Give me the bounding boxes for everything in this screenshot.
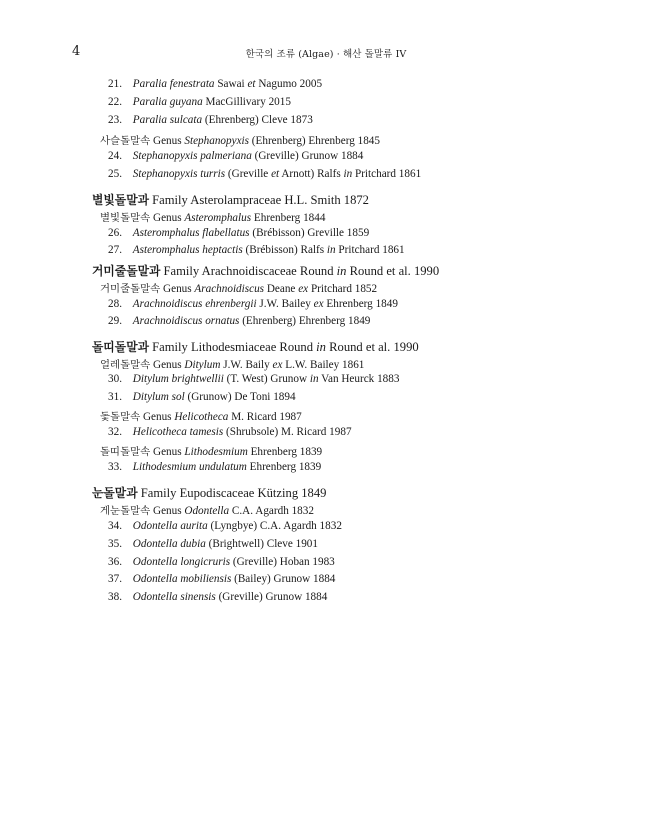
entry-number: 26. bbox=[108, 227, 122, 239]
authority: (Greville bbox=[225, 168, 272, 180]
authority: Ehrenberg 1844 bbox=[251, 212, 326, 224]
taxon-name-italic: Paralia sulcata bbox=[132, 114, 203, 126]
taxon-name-italic: Lithodesmium bbox=[184, 446, 248, 458]
authority: Sawai bbox=[214, 78, 248, 90]
authority: (Ehrenberg) Ehrenberg 1845 bbox=[249, 135, 380, 147]
species-entry bbox=[108, 298, 398, 310]
authority: (Shrubsole) M. Ricard 1987 bbox=[223, 426, 352, 438]
authority: Ehrenberg 1849 bbox=[323, 298, 398, 310]
taxon-name-italic: Paralia fenestrata bbox=[132, 78, 215, 90]
taxon-name-italic: Stephanopyxis palmeriana bbox=[132, 150, 252, 162]
authority: Arnott) Ralfs bbox=[279, 168, 344, 180]
authority: (Ehrenberg) Cleve 1873 bbox=[202, 114, 313, 126]
species-entry bbox=[108, 461, 321, 473]
authority: Deane bbox=[264, 283, 299, 295]
authority: (Lyngbye) C.A. Agardh 1832 bbox=[207, 520, 342, 532]
entry-number: 34. bbox=[108, 520, 122, 532]
korean-name: 게눈돌말속 bbox=[100, 505, 151, 517]
entry-number: 29. bbox=[108, 315, 122, 327]
authority: (Greville) Hoban 1983 bbox=[230, 556, 335, 568]
entry-number: 33. bbox=[108, 461, 122, 473]
italic-connector: ex bbox=[272, 359, 283, 371]
authority: L.W. Bailey 1861 bbox=[282, 359, 365, 371]
taxon-name-italic: Odontella sinensis bbox=[132, 591, 216, 603]
korean-name: 별빛돌말과 bbox=[92, 193, 149, 207]
authority: (Greville) Grunow 1884 bbox=[215, 591, 328, 603]
genus-entry bbox=[100, 356, 364, 371]
taxon-name-italic: Ditylum brightwellii bbox=[132, 373, 224, 385]
authority: Van Heurck 1883 bbox=[318, 373, 400, 385]
authority: (Brébisson) Greville 1859 bbox=[249, 227, 370, 239]
species-entry bbox=[108, 315, 370, 327]
korean-name: 돛돌말속 bbox=[100, 411, 141, 423]
authority: (Ehrenberg) Ehrenberg 1849 bbox=[239, 315, 371, 327]
authority: Nagumo 2005 bbox=[255, 78, 323, 90]
genus-entry bbox=[100, 209, 325, 224]
genus-entry bbox=[100, 132, 380, 147]
korean-name: 얼레돌말속 bbox=[100, 359, 151, 371]
species-entry bbox=[108, 426, 352, 438]
authority: (Brébisson) Ralfs bbox=[242, 244, 327, 256]
species-entry bbox=[108, 538, 318, 550]
entry-number: 36. bbox=[108, 556, 122, 568]
taxon-name-italic: Odontella mobiliensis bbox=[132, 573, 232, 585]
rank-label: Family Lithodesmiaceae Round bbox=[148, 340, 317, 354]
rank-label: Genus bbox=[150, 212, 185, 224]
authority: (Greville) Grunow 1884 bbox=[251, 150, 364, 162]
rank-label: Family Asterolampraceae H.L. Smith 1872 bbox=[148, 193, 369, 207]
authority: Pritchard 1861 bbox=[352, 168, 422, 180]
entry-number: 30. bbox=[108, 373, 122, 385]
authority: Pritchard 1852 bbox=[308, 283, 378, 295]
species-entry bbox=[108, 520, 342, 532]
italic-connector: ex bbox=[298, 283, 309, 295]
taxon-name-italic: Ditylum sol bbox=[132, 391, 185, 403]
family-entry bbox=[92, 338, 419, 355]
species-entry bbox=[108, 96, 291, 108]
authority: (Grunow) De Toni 1894 bbox=[184, 391, 296, 403]
taxon-name-italic: Asteromphalus bbox=[184, 212, 252, 224]
authority: (Bailey) Grunow 1884 bbox=[231, 573, 336, 585]
rank-label: Family Arachnoidiscaceae Round bbox=[160, 264, 337, 278]
authority: MacGillivary 2015 bbox=[202, 96, 291, 108]
species-entry bbox=[108, 168, 421, 180]
taxon-name-italic: Stephanopyxis turris bbox=[132, 168, 226, 180]
entry-number: 35. bbox=[108, 538, 122, 550]
entry-number: 22. bbox=[108, 96, 122, 108]
authority: (Brightwell) Cleve 1901 bbox=[205, 538, 318, 550]
family-entry bbox=[92, 262, 439, 279]
italic-connector: in bbox=[343, 168, 353, 180]
rank-label: Genus bbox=[140, 411, 175, 423]
taxon-name-italic: Odontella bbox=[184, 505, 230, 517]
authority: J.W. Baily bbox=[220, 359, 273, 371]
taxon-name-italic: Ditylum bbox=[184, 359, 221, 371]
entry-number: 32. bbox=[108, 426, 122, 438]
taxon-name-italic: Arachnoidiscus ehrenbergii bbox=[132, 298, 257, 310]
species-entry bbox=[108, 150, 363, 162]
species-entry bbox=[108, 114, 313, 126]
species-entry bbox=[108, 573, 335, 585]
taxon-name-italic: Asteromphalus heptactis bbox=[132, 244, 243, 256]
taxon-name-italic: in bbox=[316, 340, 326, 354]
entry-number: 37. bbox=[108, 573, 122, 585]
genus-entry bbox=[100, 408, 302, 423]
entry-number: 27. bbox=[108, 244, 122, 256]
italic-connector: in bbox=[326, 244, 336, 256]
italic-connector: et bbox=[271, 168, 280, 180]
genus-entry bbox=[100, 443, 322, 458]
rank-label: Genus bbox=[150, 505, 185, 517]
korean-name: 거미줄돌말과 bbox=[92, 264, 161, 278]
entry-number: 21. bbox=[108, 78, 122, 90]
authority: Round et al. 1990 bbox=[325, 340, 419, 354]
entry-number: 23. bbox=[108, 114, 122, 126]
family-entry bbox=[92, 484, 326, 501]
rank-label: Genus bbox=[160, 283, 195, 295]
rank-label: Family Eupodiscaceae Kützing 1849 bbox=[137, 486, 327, 500]
korean-name: 별빛돌말속 bbox=[100, 212, 151, 224]
species-entry bbox=[108, 244, 405, 256]
authority: Ehrenberg 1839 bbox=[246, 461, 322, 473]
taxon-name-italic: Odontella longicruris bbox=[132, 556, 231, 568]
taxon-name-italic: Arachnoidiscus ornatus bbox=[132, 315, 240, 327]
species-entry bbox=[108, 78, 322, 90]
taxon-name-italic: Odontella dubia bbox=[132, 538, 206, 550]
entry-number: 38. bbox=[108, 591, 122, 603]
taxon-name-italic: Asteromphalus flabellatus bbox=[132, 227, 250, 239]
taxon-name-italic: Stephanopyxis bbox=[184, 135, 249, 147]
italic-connector: ex bbox=[313, 298, 324, 310]
authority: Pritchard 1861 bbox=[335, 244, 405, 256]
italic-connector: et bbox=[247, 78, 256, 90]
taxon-name-italic: Helicotheca bbox=[174, 411, 229, 423]
species-entry bbox=[108, 227, 369, 239]
entry-number: 25. bbox=[108, 168, 122, 180]
species-entry bbox=[108, 391, 296, 403]
rank-label: Genus bbox=[150, 359, 185, 371]
entry-number: 28. bbox=[108, 298, 122, 310]
genus-entry bbox=[100, 502, 314, 517]
rank-label: Genus bbox=[150, 135, 185, 147]
authority: Ehrenberg 1839 bbox=[247, 446, 323, 458]
species-entry bbox=[108, 556, 335, 568]
taxon-name-italic: Odontella aurita bbox=[132, 520, 208, 532]
authority: C.A. Agardh 1832 bbox=[229, 505, 314, 517]
genus-entry bbox=[100, 280, 377, 295]
page-number: 4 bbox=[72, 44, 81, 59]
korean-name: 돌띠돌말속 bbox=[100, 446, 151, 458]
running-head: 한국의 조류 (Algae) · 해산 돌말류 IV bbox=[245, 49, 407, 60]
species-entry bbox=[108, 591, 327, 603]
rank-label: Genus bbox=[150, 446, 185, 458]
taxon-name-italic: Lithodesmium undulatum bbox=[132, 461, 247, 473]
korean-name: 돌띠돌말과 bbox=[92, 340, 149, 354]
korean-name: 사슬돌말속 bbox=[100, 135, 151, 147]
entry-number: 31. bbox=[108, 391, 122, 403]
korean-name: 거미줄돌말속 bbox=[100, 283, 161, 295]
authority: (T. West) Grunow bbox=[223, 373, 310, 385]
korean-name: 눈돌말과 bbox=[92, 486, 138, 500]
authority: J.W. Bailey bbox=[256, 298, 314, 310]
authority: Round et al. 1990 bbox=[346, 264, 440, 278]
taxon-name-italic: Paralia guyana bbox=[132, 96, 203, 108]
family-entry bbox=[92, 191, 369, 208]
authority: M. Ricard 1987 bbox=[228, 411, 302, 423]
italic-connector: in bbox=[309, 373, 319, 385]
species-entry bbox=[108, 373, 399, 385]
taxon-name-italic: in bbox=[336, 264, 347, 278]
taxon-name-italic: Arachnoidiscus bbox=[194, 283, 265, 295]
taxon-name-italic: Helicotheca tamesis bbox=[132, 426, 224, 438]
entry-number: 24. bbox=[108, 150, 122, 162]
